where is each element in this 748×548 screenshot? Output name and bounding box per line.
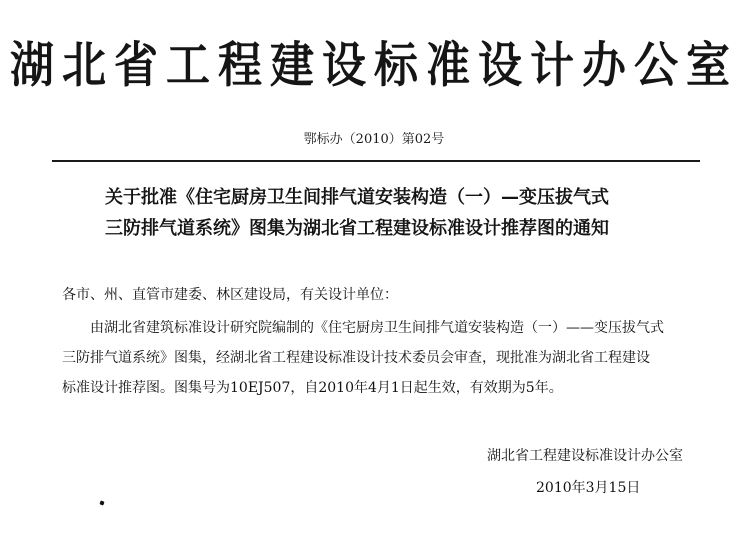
recipients-line: 各市、州、直管市建委、林区建设局，有关设计单位： <box>62 287 398 303</box>
body-line-2: 三防排气道系统》图集，经湖北省工程建设标准设计技术委员会审查，现批准为湖北省工程建设 <box>62 350 650 366</box>
issuer-signature: 湖北省工程建设标准设计办公室 <box>487 448 683 464</box>
issue-date: 2010年3月15日 <box>536 480 641 496</box>
notice-title <box>105 182 725 244</box>
body-paragraph <box>62 313 712 403</box>
notice-title-line-1: 关于批准《住宅厨房卫生间排气道安装构造（一）—变压拔气式 <box>105 187 609 208</box>
document-number: 鄂标办（2010）第02号 <box>303 132 445 147</box>
body-line-3: 标准设计推荐图。图集号为10EJ507，自2010年4月1日起生效，有效期为5年。 <box>62 380 563 396</box>
organization-title: 湖北省工程建设标准设计办公室 <box>10 37 738 94</box>
body-line-1: 由湖北省建筑标准设计研究院编制的《住宅厨房卫生间排气道安装构造（一）——变压拔气式 <box>90 320 664 336</box>
scan-speck <box>99 500 104 505</box>
header-divider <box>52 160 700 162</box>
notice-title-line-2: 三防排气道系统》图集为湖北省工程建设标准设计推荐图的通知 <box>105 218 609 239</box>
